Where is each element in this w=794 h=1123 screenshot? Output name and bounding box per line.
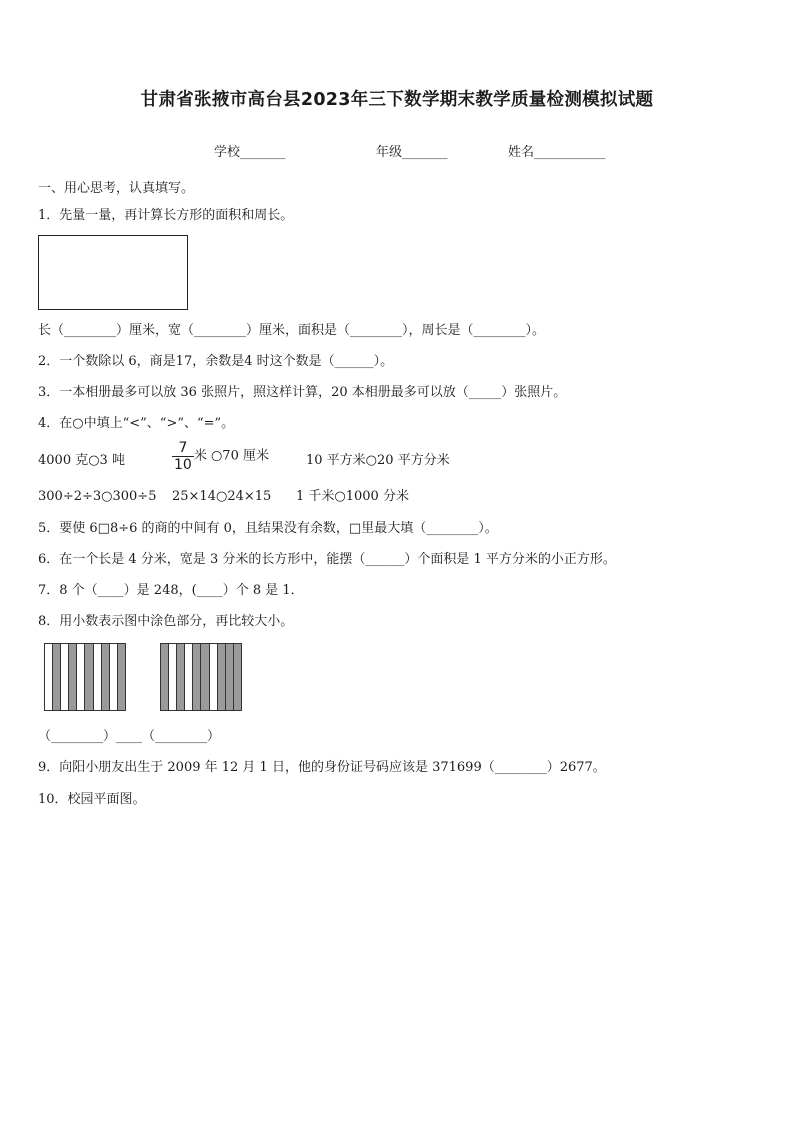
question-2: 2．一个数除以 6，商是17，余数是4 时这个数是（______）。 [38, 354, 394, 369]
bar-strip [45, 644, 53, 710]
bar-strip [226, 644, 234, 710]
compare-item-3: 10 平方米○20 平方分米 [306, 453, 450, 468]
question-7: 7．8 个（____）是 248，(____）个 8 是 1． [38, 583, 304, 598]
question-8-answer: （________）____（________） [38, 729, 221, 744]
compare-item-1: 4000 克○3 吨 [38, 453, 125, 468]
bar-strip [161, 644, 169, 710]
page-title: 甘肃省张掖市高台县2023年三下数学期末教学质量检测模拟试题 [140, 90, 654, 110]
bar-strip [69, 644, 77, 710]
bar-strip [85, 644, 93, 710]
school-label: 学校 [214, 145, 241, 160]
question-8: 8．用小数表示图中涂色部分，再比较大小。 [38, 614, 294, 629]
bar-strip [94, 644, 102, 710]
compare-item-5: 25×14○24×15 [172, 489, 272, 504]
question-1-answer: 长（________）厘米，宽（________）厘米，面积是（________），周长是（________）。 [38, 323, 546, 338]
name-label: 姓名 [508, 145, 535, 160]
grade-label: 年级 [376, 145, 403, 160]
bar-strip [53, 644, 61, 710]
grade-blank: _______ [402, 145, 448, 160]
bar-strip [177, 644, 185, 710]
compare-item-4: 300÷2÷3○300÷5 [38, 489, 157, 504]
decimal-figure-2 [160, 643, 242, 711]
bar-strip [210, 644, 218, 710]
bar-strip [185, 644, 193, 710]
bar-strip [77, 644, 85, 710]
bar-strip [110, 644, 118, 710]
bar-strip [201, 644, 209, 710]
bar-strip [102, 644, 110, 710]
section-heading: 一、用心思考，认真填写。 [38, 181, 195, 196]
question-1: 1．先量一量，再计算长方形的面积和周长。 [38, 208, 294, 223]
question-3: 3．一本相册最多可以放 36 张照片，照这样计算，20 本相册最多可以放（_____）张照片。 [38, 385, 567, 400]
fraction-numerator: 7 [178, 440, 188, 456]
question-6: 6．在一个长是 4 分米，宽是 3 分米的长方形中，能摆（______）个面积是 1 平方分米的小正方形。 [38, 552, 616, 567]
fraction [172, 440, 194, 473]
decimal-figure-1 [44, 643, 126, 711]
bar-strip [193, 644, 201, 710]
measure-rectangle [38, 235, 188, 310]
question-4: 4．在○中填上“<”、“>”、“=”。 [38, 416, 235, 431]
compare-item-2-rest: 米 ○70 厘米 [193, 448, 269, 464]
grade-field [376, 141, 448, 160]
bar-strip [234, 644, 241, 710]
school-blank: _______ [240, 145, 286, 160]
compare-item-2 [172, 440, 269, 473]
bar-strip [169, 644, 177, 710]
bar-strip [218, 644, 226, 710]
name-blank: ___________ [534, 145, 606, 160]
question-5: 5．要使 6□8÷6 的商的中间有 0，且结果没有余数，□里最大填（________）。 [38, 521, 498, 536]
compare-item-6: 1 千米○1000 分米 [296, 489, 409, 504]
question-9: 9．向阳小朋友出生于 2009 年 12 月 1 日，他的身份证号码应该是 371699（________）2677。 [38, 760, 606, 775]
name-field [508, 141, 606, 160]
bar-strip [118, 644, 125, 710]
question-10: 10．校园平面图。 [38, 792, 146, 807]
bar-strip [61, 644, 69, 710]
school-field [214, 141, 286, 160]
fraction-denominator: 10 [174, 457, 192, 473]
